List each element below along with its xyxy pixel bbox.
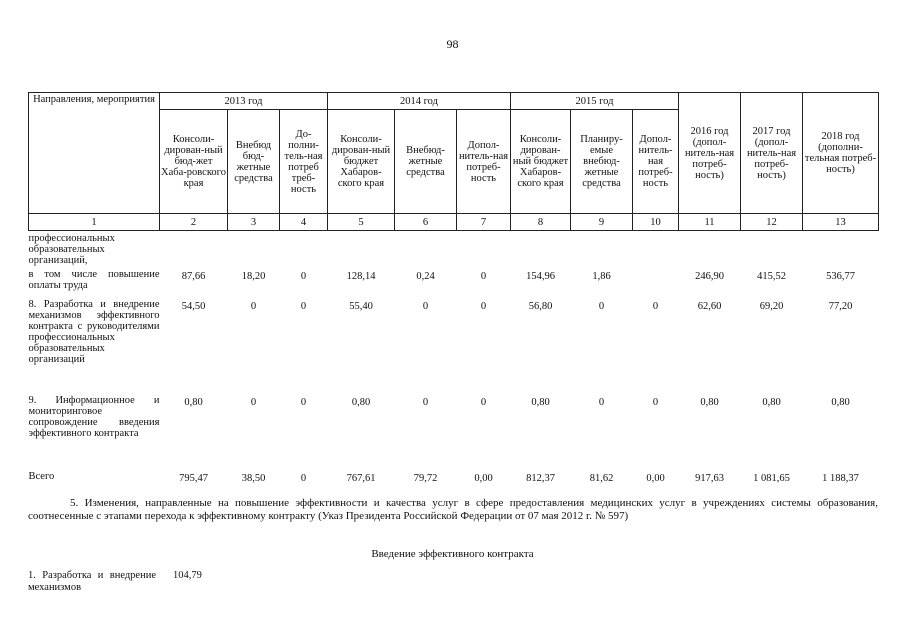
cell-value: 415,52 [757,270,786,282]
cell-value: 0 [480,270,487,282]
column-number: 6 [395,214,457,231]
table-row [29,231,879,269]
cell-value [633,269,679,299]
cell-value: 0 [300,396,307,408]
cell-value: 0 [598,396,605,408]
column-number: 9 [571,214,633,231]
cell-value [280,231,328,269]
row-label: в том числе повышение оплаты труда [28,268,160,291]
cell-value: 0 [480,300,487,312]
cell-value: 69,20 [759,300,784,312]
subheader-2014-additional: Допол-нитель-ная потреб-ность [457,110,511,214]
cell-value: 0 [422,396,429,408]
cell-value: 18,20 [241,270,266,282]
header-year-2016 [679,93,741,214]
cell-value: 246,90 [695,270,724,282]
cell-value: 0 [300,472,307,484]
cell-value: 536,77 [826,270,855,282]
cell-value: 0 [652,300,659,312]
cell-value: 0,24 [416,270,435,282]
cell-value: 0 [300,270,307,282]
cell-value: 1 188,37 [822,472,859,484]
row-label: 9. Информационное и мониторинговое сопровождение введения эффективного контракта [28,394,160,439]
column-number: 2 [160,214,228,231]
cell-value: 0,80 [762,396,781,408]
page-number: 98 [446,37,459,51]
row-value: 104,79 [173,570,202,581]
cell-value: 0,00 [474,472,493,484]
row-label: профессиональных образовательных организаций, [28,233,115,266]
cell-value [228,231,280,269]
header-year-2018 [803,93,879,214]
cell-value: 1,86 [592,270,611,282]
header-year-2015: 2015 год [511,93,679,110]
cell-value: 87,66 [181,270,206,282]
subheader-2014-offbudget: Внебюд-жетные средства [395,110,457,214]
subheader-2013-budget: Консоли-дирован-ный бюд-жет Хаба-ровского края [160,110,228,214]
cell-value [395,231,457,269]
table-row [29,299,879,395]
cell-value [803,231,879,269]
column-number: 7 [457,214,511,231]
column-number: 5 [328,214,395,231]
cell-value: 54,50 [181,300,206,312]
cell-value: 767,61 [346,472,376,484]
cell-value: 0,80 [831,396,850,408]
column-number: 4 [280,214,328,231]
cell-value: 0,80 [700,396,719,408]
column-number: 13 [803,214,879,231]
subheader-2013-offbudget: Внебюд бюд-жетные средства [228,110,280,214]
cell-value [457,231,511,269]
cell-value: 128,14 [346,270,376,282]
cell-value: 79,72 [413,472,438,484]
cell-value [511,231,571,269]
header-directions: Направления, мероприятия [29,93,160,214]
cell-value: 81,62 [589,472,614,484]
table-row [29,395,879,471]
cell-value: 0,00 [646,472,665,484]
column-number: 3 [228,214,280,231]
cell-value: 0,80 [531,396,550,408]
header-year-2017-title: 2017 год [752,125,791,137]
cell-value: 56,80 [528,300,553,312]
cell-value [679,231,741,269]
header-year-2016-sub: (допол-нитель-ная потреб-ность) [684,136,735,181]
paragraph-5: 5. Изменения, направленные на повышение эффективности и качества услуг в сфере предоставления медицинских услуг в учреждениях системы образования, соотнесенные с этапами перехода к эффективному контракту (Указ Президента Российской Федерации от 07 мая 2012 г. № 597) [28,497,878,522]
table-row [29,269,879,299]
cell-value: 0 [300,300,307,312]
cell-value: 0 [422,300,429,312]
cell-value: 917,63 [695,472,724,484]
budget-table [28,92,879,491]
header-year-2014: 2014 год [328,93,511,110]
cell-value: 0 [250,300,257,312]
cell-value [160,231,228,269]
cell-value: 154,96 [526,270,555,282]
cell-value: 0 [480,396,487,408]
subheader-2015-additional: Допол-нитель-ная потреб-ность [633,110,679,214]
column-number: 1 [29,214,160,231]
header-year-2018-sub: (дополни-тельная потреб-ность) [804,142,877,175]
cell-value: 1 081,65 [753,472,790,484]
column-number: 12 [741,214,803,231]
cell-value: 77,20 [828,300,853,312]
table-row [29,471,879,491]
cell-value: 0 [598,300,605,312]
cell-value: 0,80 [184,396,203,408]
cell-value: 0 [652,396,659,408]
cell-value: 812,37 [526,472,555,484]
cell-value: 795,47 [179,472,208,484]
cell-value [633,231,679,269]
cell-value [571,231,633,269]
cell-value: 0 [250,396,257,408]
header-year-2017-sub: (допол-нитель-ная потреб-ность) [746,136,797,181]
row-label: 1. Разработка и внедрение механизмов [28,570,156,593]
subheader-2015-planned-offbudget: Планиру-емые внебюд-жетные средства [571,110,633,214]
column-number: 8 [511,214,571,231]
cell-value [328,231,395,269]
header-year-2017 [741,93,803,214]
header-year-2016-title: 2016 год [690,125,729,137]
row-label: 8. Разработка и внедрение механизмов эффективного контракта с руководителями профессиональных образовательных организаций [28,298,160,365]
cell-value: 62,60 [697,300,722,312]
subheader-2015-budget: Консоли-дирован-ный бюджет Хабаров-ского края [511,110,571,214]
subheader-2014-budget: Консоли-дирован-ный бюджет Хабаров-ского края [328,110,395,214]
column-number: 10 [633,214,679,231]
cell-value: 38,50 [241,472,266,484]
section-title: Введение эффективного контракта [371,548,534,560]
cell-value: 0,80 [351,396,371,408]
column-number: 11 [679,214,741,231]
cell-value [741,231,803,269]
header-year-2018-title: 2018 год [821,131,860,142]
row-label: Всего [28,470,55,482]
subheader-2013-additional: До-полни-тель-ная потреб треб-ность [280,110,328,214]
header-year-2013: 2013 год [160,93,328,110]
cell-value: 55,40 [349,300,373,312]
